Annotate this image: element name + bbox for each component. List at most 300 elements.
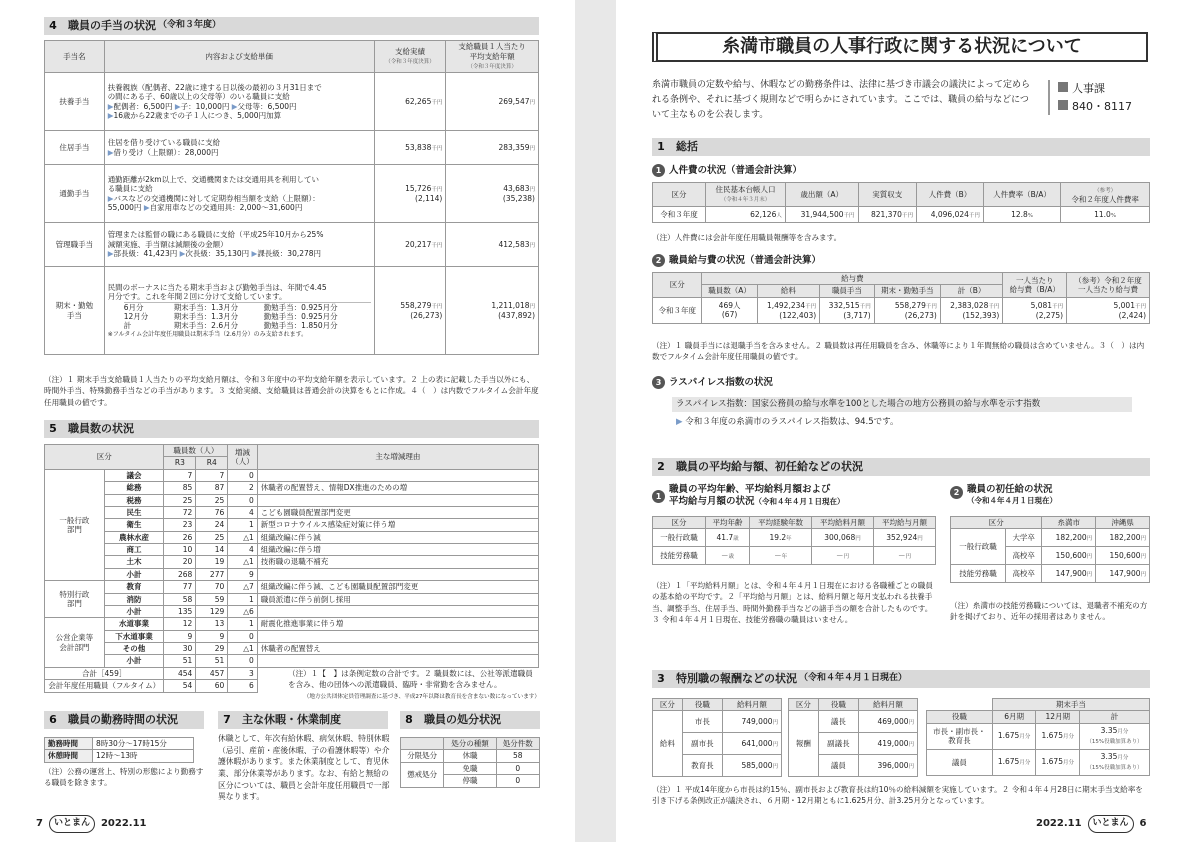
triangle-icon: ▶	[107, 193, 114, 203]
col-header: 区分	[653, 517, 706, 529]
bonus-cell: 勤勉手当：0.925月分	[263, 311, 338, 321]
col-header-text: （人）	[231, 456, 254, 466]
col-header: 区分	[653, 273, 702, 298]
magazine-logo: いとまん	[1088, 815, 1134, 833]
unit: 千円	[431, 99, 443, 106]
cell: 1.675	[1041, 757, 1063, 767]
cell: 高校卒	[1005, 565, 1041, 583]
count: 7	[196, 469, 228, 481]
cell: 教育長	[948, 736, 971, 746]
cell: 令和３年度	[653, 297, 702, 323]
unit: 千円	[859, 303, 871, 310]
unit: 円	[529, 186, 535, 193]
cell: 5,001	[1113, 300, 1135, 310]
count: △7	[228, 581, 258, 593]
section-2-header	[652, 458, 1150, 476]
col-header: 区分	[653, 183, 706, 207]
staff-table-body	[45, 469, 539, 692]
section-title: 主な休暇・休業制度	[242, 713, 341, 727]
subsection-title: ラスパイレス指数の状況	[669, 376, 773, 388]
reason: 組織改編に伴う増	[257, 544, 538, 556]
triangle-icon: ▶	[174, 101, 181, 111]
bonus-rate-table	[926, 698, 1150, 776]
unit: 円	[1140, 571, 1146, 578]
staff-count-table	[44, 444, 539, 693]
section-subtitle: （令和３年度）	[158, 20, 222, 31]
value: (437,892)	[498, 310, 535, 320]
col-header: 歳出額（A）	[785, 183, 858, 207]
col-header: 役職	[927, 711, 993, 723]
count: 25	[196, 531, 228, 543]
unit: 円	[908, 741, 914, 748]
desc-line: 民間のボーナスに当たる期末手当および勤勉手当は、年間で4.45	[107, 282, 327, 292]
desc-line: 借り受け（上限額）：28,000円	[113, 147, 219, 157]
col-header-text: 住民基本台帳人口	[715, 184, 776, 194]
row-label: 休憩時間	[45, 750, 93, 762]
section-title: 職員の手当の状況	[68, 19, 156, 33]
cell: 41.7	[716, 532, 734, 542]
row-group: 報酬	[789, 711, 819, 777]
count: 70	[196, 581, 228, 593]
col-header: 区分	[789, 699, 819, 711]
unit: 円	[843, 553, 850, 560]
section-title: 職員数の状況	[68, 422, 134, 436]
count: 26	[164, 531, 196, 543]
unit: 千円	[1134, 303, 1146, 310]
count: 59	[196, 593, 228, 605]
unit: 円	[1140, 553, 1146, 560]
circle-number: 3	[652, 376, 665, 389]
starting-salary-note: （注）糸満市の技能労務職については、退職者不補充の方針を掲げており、近年の採用者はありません。	[950, 601, 1148, 622]
page-title: 糸満市職員の人事行政に関する状況について	[652, 32, 1148, 62]
cell: 147,900	[1055, 568, 1087, 578]
unit: 円	[772, 741, 778, 748]
section-number: 3	[657, 672, 665, 686]
allowance-name: 通勤手当	[45, 165, 105, 223]
col-header: 職員数（人）	[164, 445, 228, 457]
circle-number: 2	[950, 486, 963, 499]
count: 20	[164, 556, 196, 568]
section-8-header	[400, 711, 540, 729]
row-value: 8時30分～17時15分	[92, 738, 193, 750]
cell: 12.8	[1011, 209, 1028, 219]
col-header	[1067, 273, 1150, 298]
dept-name: 消防	[104, 593, 164, 605]
section-title: 特別職の報酬などの状況	[676, 672, 797, 686]
count: 6	[228, 680, 258, 692]
group-label: 特別行政	[59, 589, 90, 599]
unit: 千円	[843, 212, 855, 219]
reason: 組織改編に伴う減、こども園職員配置部門変更	[257, 581, 538, 593]
desc-line: の間にある子、60歳以上の父母等）のいる職員に支給	[107, 92, 290, 102]
reason: 休職者の配置替え	[257, 643, 538, 655]
count: 77	[164, 581, 196, 593]
col-header-text: 平均支給年額	[469, 51, 515, 61]
count: 0	[228, 469, 258, 481]
desc-line: 管理または監督の職にある職員に支給（平成25年10月から25%	[107, 230, 324, 240]
col-header: 職員数（A）	[702, 285, 757, 297]
desc-line: 父母等：6,500円	[237, 101, 297, 111]
bonus-cell: 期末手当：1.3月分	[173, 302, 239, 312]
cell: (2,275)	[1035, 310, 1064, 320]
count: 9	[196, 630, 228, 642]
count: 51	[164, 655, 196, 667]
cell: 令和３年度	[653, 207, 706, 223]
table-row	[45, 605, 539, 617]
count: 4	[228, 544, 258, 556]
count: 14	[196, 544, 228, 556]
section-number: 5	[49, 422, 57, 436]
count: 1	[228, 618, 258, 630]
unit: 円	[1086, 571, 1093, 578]
dept-name: その他	[104, 643, 164, 655]
cell: －	[774, 550, 782, 560]
table-row	[45, 267, 539, 355]
cell: 182,200	[1055, 532, 1087, 542]
cell: 1.675	[997, 731, 1020, 741]
col-header	[1003, 273, 1067, 298]
table-row	[653, 207, 1150, 223]
cell: 182,200	[1109, 532, 1141, 542]
row-group	[45, 469, 105, 580]
row-group	[45, 581, 105, 618]
cell: 高校卒	[1005, 547, 1041, 565]
col-header: 計	[1080, 711, 1150, 723]
unit: 千円	[431, 186, 443, 193]
col-header: 平均給与月額	[874, 517, 936, 529]
cell: (122,403)	[779, 310, 817, 320]
count: 58	[164, 593, 196, 605]
cell: 19.2	[769, 532, 787, 542]
desc-line: 扶養親族（配偶者、22歳に達する日以後の最初の３月31日まで	[107, 82, 322, 92]
unit: 円	[529, 303, 535, 310]
laspeyres-value-line	[676, 417, 899, 428]
count: 1	[228, 519, 258, 531]
section-1-header	[652, 138, 1150, 156]
reason: 新型コロナウイルス感染症対策に伴う増	[257, 519, 538, 531]
cell: 停職	[444, 775, 496, 787]
col-header: 手当名	[45, 41, 105, 73]
unit: %	[1027, 212, 1033, 219]
table-row	[45, 655, 539, 667]
circle-number: 2	[652, 254, 665, 267]
cell: 3.35	[1100, 726, 1118, 736]
count: 2	[228, 482, 258, 494]
col-header-text: 支給職員１人当たり	[458, 42, 526, 52]
salary-cost-table	[652, 272, 1150, 324]
dept-name: 民生	[104, 506, 164, 518]
col-header: 給与費	[702, 273, 1003, 285]
subsection-title: 職員給与費の状況（普通会計決算）	[669, 254, 822, 266]
value: 412,583	[498, 239, 530, 249]
left-page	[0, 0, 575, 842]
count: 60	[196, 680, 228, 692]
cell: 議員	[818, 755, 858, 777]
section-3-note: （注）１ 平成14年度から市長は約15％、副市長および教育長は約10％の給料減額を実施しています。２ 令和４年４月28日に期末手当支給率を引き下げる条例改正が議決され、６月期・12月期ともに1.625月分、計3.25月分となっています。	[652, 785, 1143, 806]
triangle-icon: ▶	[231, 101, 238, 111]
count: 268	[164, 568, 196, 580]
subsection-1-1	[652, 164, 802, 177]
count: 1	[228, 593, 258, 605]
circle-number: 1	[652, 164, 665, 177]
desc-line: 月分です。これを年間２回に分けて支給しています。	[107, 292, 287, 302]
reason: 職員派遣に伴う前倒し採用	[257, 593, 538, 605]
cell: (67)	[721, 310, 738, 320]
page-number: 7	[36, 817, 43, 829]
triangle-icon: ▶	[143, 202, 150, 212]
cell: 2,383,028	[950, 300, 989, 310]
cell: 副議長	[818, 733, 858, 755]
subsection-title: 平均給与月額の状況	[669, 495, 755, 507]
value: 1,211,018	[491, 300, 530, 310]
cell: 休職	[444, 750, 496, 762]
col-header-note: （参考）	[1094, 187, 1117, 194]
count: 10	[164, 544, 196, 556]
unit: 千円	[431, 242, 443, 249]
unit: 円	[529, 145, 535, 152]
col-header: 処分件数	[496, 738, 539, 750]
triangle-icon: ▶	[676, 417, 683, 427]
count: △1	[228, 643, 258, 655]
dept-name: 農林水産	[104, 531, 164, 543]
cell: 教育長	[682, 755, 722, 777]
count: 29	[196, 643, 228, 655]
cell: 641,000	[741, 738, 773, 748]
section-5-note: （注）１【 】は条例定数の合計です。２ 職員数には、公社等派遣職員を含み、他の団体への派遣職員、臨時・非常勤を含みません。	[288, 669, 533, 690]
row-value: 12時～13時	[92, 750, 193, 762]
table-row	[45, 643, 539, 655]
row-group: 給料	[653, 711, 683, 777]
col-header: 6月期	[992, 711, 1036, 723]
col-header-text: （参考）令和２年度	[1074, 275, 1142, 285]
count: 25	[196, 494, 228, 506]
count: 54	[164, 680, 196, 692]
salary-note: （注）１ 職員手当には退職手当を含みません。２ 職員数は再任用職員を含み、休職等により１年間無給の職員は含めていません。３（ ）は内数でフルタイム会計年度任用職員の値です。	[652, 341, 1145, 362]
desc-line: 減額実施、手当額は減額後の金額）	[107, 239, 228, 249]
corner	[401, 738, 444, 750]
unit: 月分	[1062, 760, 1074, 767]
col-header: 給料月額	[858, 699, 917, 711]
triangle-icon: ▶	[107, 110, 114, 120]
col-header: 区分	[653, 699, 683, 711]
table-row	[45, 469, 539, 481]
row-label: 勤務時間	[45, 738, 93, 750]
reason: 休職者の配置替え、情報DX推進のための増	[257, 482, 538, 494]
cell: 1.675	[1041, 731, 1063, 741]
discipline-table	[400, 737, 540, 788]
dept-name: 教育	[104, 581, 164, 593]
cell: 58	[496, 750, 539, 762]
cell: 議長	[818, 711, 858, 733]
unit: 円	[1086, 535, 1093, 542]
allowance-name: 手当	[66, 310, 82, 320]
group-label: 部門	[66, 599, 82, 609]
subsection-title: 人件費の状況（普通会計決算）	[669, 164, 803, 176]
desc-line: 55,000円	[107, 202, 142, 212]
cell: 免職	[444, 762, 496, 774]
cell: 0	[496, 762, 539, 774]
cell: 585,000	[741, 760, 773, 770]
count: 0	[228, 630, 258, 642]
count: △1	[228, 556, 258, 568]
desc-line: 部長級：41,423円	[113, 249, 178, 259]
dept-name: 下水道事業	[104, 630, 164, 642]
col-header: 計（B）	[940, 285, 1002, 297]
avg-salary-note: （注）１「平均給料月額」とは、令和４年４月１日現在における各職種ごとの職員の基本給の平均です。２「平均給与月額」とは、給料月額と毎月支払われる扶養手当、調整手当、住居手当、時間外勤務手当などの諸手当の額を合計したものです。３ 令和４年４月１日現在、技能労務職の職員はいません。	[652, 581, 933, 625]
unit: 千円	[431, 145, 443, 152]
bonus-grid	[124, 302, 371, 331]
allowance-name: 管理職手当	[45, 223, 105, 267]
unit: 月分	[1019, 760, 1031, 767]
section-title: 総括	[676, 140, 698, 154]
desc-line: 住居を借り受けている職員に支給	[107, 138, 221, 148]
col-header-text: 令和２年度人件費率	[1071, 194, 1139, 204]
unit: 円	[529, 242, 535, 249]
table-row	[653, 547, 936, 565]
col-header: 役職	[682, 699, 722, 711]
subsection-title: 職員の平均年齢、平均給料月額および	[669, 484, 831, 495]
col-header: 役職	[818, 699, 858, 711]
count: 24	[196, 519, 228, 531]
department: 人事課	[1072, 82, 1105, 95]
contact-box	[1048, 80, 1158, 115]
col-header: 期末・勤勉手当	[874, 285, 940, 297]
cell: 469人	[718, 300, 741, 310]
unit: 人	[776, 212, 782, 219]
desc-line: 配偶者：6,500円	[113, 101, 173, 111]
dept-name: 小計	[104, 568, 164, 580]
unit: 円	[905, 553, 911, 560]
col-header	[1061, 183, 1150, 207]
table-row	[45, 618, 539, 630]
section-number: 4	[49, 19, 57, 33]
count: 30	[164, 643, 196, 655]
bonus-cell: 6月分	[123, 302, 144, 312]
count: 23	[164, 519, 196, 531]
col-header	[706, 183, 786, 207]
section-title: 職員の勤務時間の状況	[68, 713, 178, 727]
table-row	[45, 556, 539, 568]
section-number: 1	[657, 140, 665, 154]
table-row	[45, 593, 539, 605]
col-header-note: （令和３年度決算）	[467, 63, 517, 70]
table-row	[45, 581, 539, 593]
dept-name: 水道事業	[104, 618, 164, 630]
value: (26,273)	[410, 310, 443, 320]
bonus-cell: 12月分	[123, 311, 149, 321]
intro-text: 糸満市職員の定数や給与、休暇などの勤務条件は、法律に基づき市議会の議決によって定められる条例や、それに基づく規則などで明らかにされています。ここでは、職員の給与などについて主なものを公表します。	[652, 80, 1031, 120]
reason	[257, 469, 538, 481]
section-7-header	[218, 711, 388, 729]
unit: 千円	[925, 303, 937, 310]
group-label: 一般行政	[59, 515, 90, 525]
count: 51	[196, 655, 228, 667]
unit: 円	[772, 719, 778, 726]
section-number: 7	[223, 713, 231, 727]
count: 135	[164, 605, 196, 617]
unit: 千円	[1052, 303, 1064, 310]
subsection-2-1	[652, 484, 845, 508]
col-header: 12月期	[1036, 711, 1080, 723]
desc-line: 課長級：30,278円	[257, 249, 322, 259]
col-header: 平均年齢	[706, 517, 750, 529]
desc-line: る職員に支給	[107, 184, 153, 194]
subsection-title: 職員の初任給の状況	[967, 484, 1053, 495]
table-row	[45, 544, 539, 556]
col-header: 糸満市	[1042, 517, 1096, 529]
row-group	[45, 618, 105, 668]
dept-name: 税務	[104, 494, 164, 506]
reason	[257, 494, 538, 506]
cell: 技能労務職	[653, 547, 706, 565]
table-row	[45, 630, 539, 642]
unit: 円	[908, 719, 914, 726]
cell: 419,000	[877, 738, 909, 748]
bonus-cell: 期末手当：1.3月分	[173, 311, 239, 321]
footnote: ※フルタイム会計年度任用職員は期末手当（2.6月分）のみ支給されます。	[107, 330, 308, 338]
allowance-name: 扶養手当	[45, 73, 105, 131]
allowance-desc	[104, 73, 374, 131]
value: 53,838	[405, 142, 432, 152]
col-header: 職員手当	[820, 285, 875, 297]
subsection-date: （令和４年４月１日現在）	[967, 495, 1057, 505]
row-group: 技能労務職	[951, 565, 1006, 583]
count: 76	[196, 506, 228, 518]
reason: こども園職員配置部門変更	[257, 506, 538, 518]
starting-salary-table	[950, 516, 1150, 583]
laspeyres-definition: ラスパイレス指数：国家公務員の給与水準を100とした場合の地方公務員の給与水準を示す指数	[672, 397, 1132, 412]
count: △1	[228, 531, 258, 543]
summary-label: 合計［459］	[45, 667, 164, 679]
page-number: 6	[1139, 817, 1147, 829]
unit: %	[1110, 212, 1117, 219]
section-6-note: （注）公務の運営上、特別の形態により勤務する職員を除きます。	[44, 767, 204, 788]
reason	[257, 605, 538, 617]
right-footer	[1036, 815, 1147, 833]
count: 13	[196, 618, 228, 630]
count: 7	[164, 469, 196, 481]
cell: 147,900	[1109, 568, 1141, 578]
dept-name: 議会	[104, 469, 164, 481]
table-row	[45, 568, 539, 580]
group-label: 公営企業等	[55, 633, 94, 643]
row-label: 懲戒処分	[401, 762, 444, 787]
summary-label: 会計年度任用職員（フルタイム）	[45, 680, 164, 692]
row-group: 一般行政職	[951, 529, 1006, 565]
work-hours-table	[44, 737, 194, 763]
col-header: 期末手当	[992, 699, 1149, 711]
cell: 0	[496, 775, 539, 787]
reason	[257, 568, 538, 580]
cell: 300,068	[824, 532, 856, 542]
left-footer	[36, 815, 147, 833]
cell: 1,492,234	[766, 300, 806, 310]
desc-line: 次長級：35,130円	[185, 249, 250, 259]
table-row	[45, 482, 539, 494]
magazine-logo: いとまん	[49, 815, 95, 833]
unit: 円	[1086, 553, 1093, 560]
cell: 31,944,500	[800, 209, 844, 219]
col-header-text: 一人当たり	[1015, 275, 1054, 285]
phone-number: 840・8117	[1072, 99, 1132, 113]
cell: （15%役職加算あり）	[1086, 765, 1143, 772]
circle-number: 1	[652, 490, 665, 503]
col-header: 給料月額	[722, 699, 781, 711]
allowance-table	[44, 40, 539, 355]
cell: (26,273)	[904, 310, 937, 320]
count: 87	[196, 482, 228, 494]
col-header-text: 支給実績	[394, 46, 425, 56]
